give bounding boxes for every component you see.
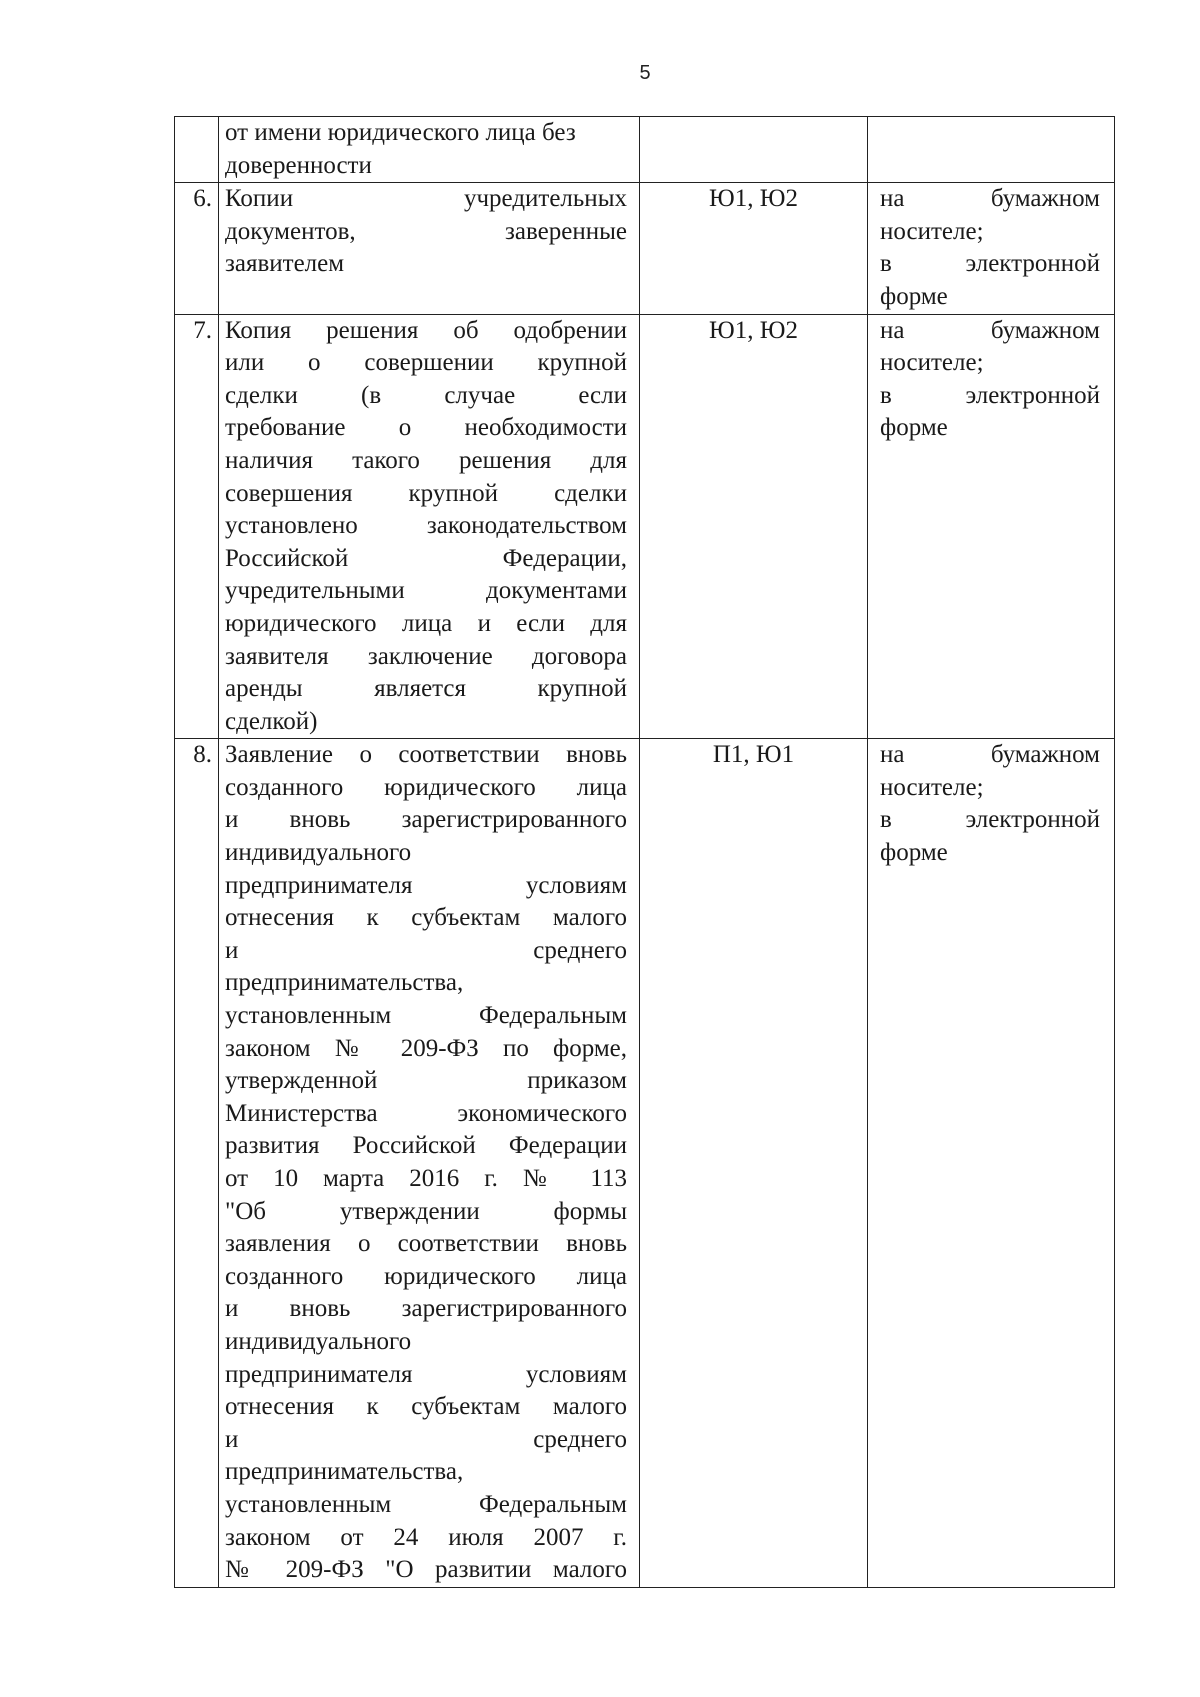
page-number: 5 [639,62,651,84]
form-line: носителе; [880,773,984,801]
table-row [175,314,1115,739]
description-line: сделкой) [225,707,318,735]
document-description [219,739,640,1587]
submission-form [868,739,1115,1587]
description-line: и среднего [225,936,627,964]
document-description [219,183,640,314]
form-line: форме [880,282,948,310]
description-line: и вновь зарегистрированного [225,1295,627,1323]
description-line: созданного юридического лица [225,1262,627,1290]
description-line: наличия такого решения для [225,446,627,474]
description-line: индивидуального [225,839,412,867]
applicant-category [640,117,868,183]
description-line: юридического лица и если для [225,609,627,637]
description-line: совершения крупной сделки [225,479,627,507]
submission-form [868,314,1115,739]
documents-table [174,116,1115,1588]
description-line: предпринимательства, [225,1458,464,1486]
description-line: отнесения к субъектам малого [225,904,627,932]
form-line: носителе; [880,349,984,377]
applicant-category: Ю1, Ю2 [640,183,868,314]
description-line: заявления о соответствии вновь [225,1230,627,1258]
row-number: 8. [175,739,219,1587]
description-line: документов, заверенные [225,217,627,245]
description-line: Заявление о соответствии вновь [225,741,627,769]
description-line: предпринимателя условиям [225,1360,627,1388]
description-line: отнесения к субъектам малого [225,1393,627,1421]
description-line: Министерства экономического [225,1099,627,1127]
table-row [175,117,1115,183]
description-line: сделки (в случае если [225,381,627,409]
description-line: индивидуального [225,1327,412,1355]
form-line: в электронной [880,250,1100,278]
description-line: от 10 марта 2016 г. № 113 [225,1165,627,1192]
description-line: Российской Федерации, [225,544,627,572]
form-line: в электронной [880,381,1100,409]
description-line: утвержденной приказом [225,1067,627,1095]
description-line: Копия решения об одобрении [225,316,627,344]
description-line: или о совершении крупной [225,349,627,377]
row-number: 7. [175,314,219,739]
form-line: на бумажном [880,316,1100,344]
description-line: "Об утверждении формы [225,1197,627,1225]
description-line: и вновь зарегистрированного [225,806,627,834]
applicant-category: П1, Ю1 [640,739,868,1587]
description-line: установленным Федеральным [225,1490,627,1518]
documents-table-body [175,117,1115,1588]
description-line: предпринимателя условиям [225,871,627,899]
form-line: носителе; [880,217,984,245]
description-line: законом от 24 июля 2007 г. [225,1523,627,1551]
description-line: предпринимательства, [225,969,464,997]
form-line: форме [880,414,948,442]
submission-form [868,117,1115,183]
description-line: установленным Федеральным [225,1002,627,1030]
description-line: требование о необходимости [225,414,627,442]
row-number [175,117,219,183]
description-line: заявителя заключение договора [225,642,627,670]
description-line: и среднего [225,1425,627,1453]
document-description [219,314,640,739]
form-line: на бумажном [880,185,1100,213]
form-line: на бумажном [880,741,1100,769]
description-line: учредительными документами [225,577,627,605]
description-line: развития Российской Федерации [225,1132,627,1160]
description-line: созданного юридического лица [225,773,627,801]
description-line: доверенности [225,151,372,179]
row-number: 6. [175,183,219,314]
submission-form [868,183,1115,314]
description-line: установлено законодательством [225,512,627,540]
applicant-category: Ю1, Ю2 [640,314,868,739]
table-row [175,739,1115,1587]
form-line: форме [880,839,948,867]
table-row [175,183,1115,314]
description-line: № 209-ФЗ "О развитии малого [225,1556,627,1584]
description-line: Копии учредительных [225,185,627,213]
form-line: в электронной [880,806,1100,834]
description-line: законом № 209-ФЗ по форме, [225,1034,627,1062]
document-description [219,117,640,183]
description-line: от имени юридического лица без [225,119,576,146]
description-line: заявителем [225,250,345,278]
description-line: аренды является крупной [225,675,627,703]
